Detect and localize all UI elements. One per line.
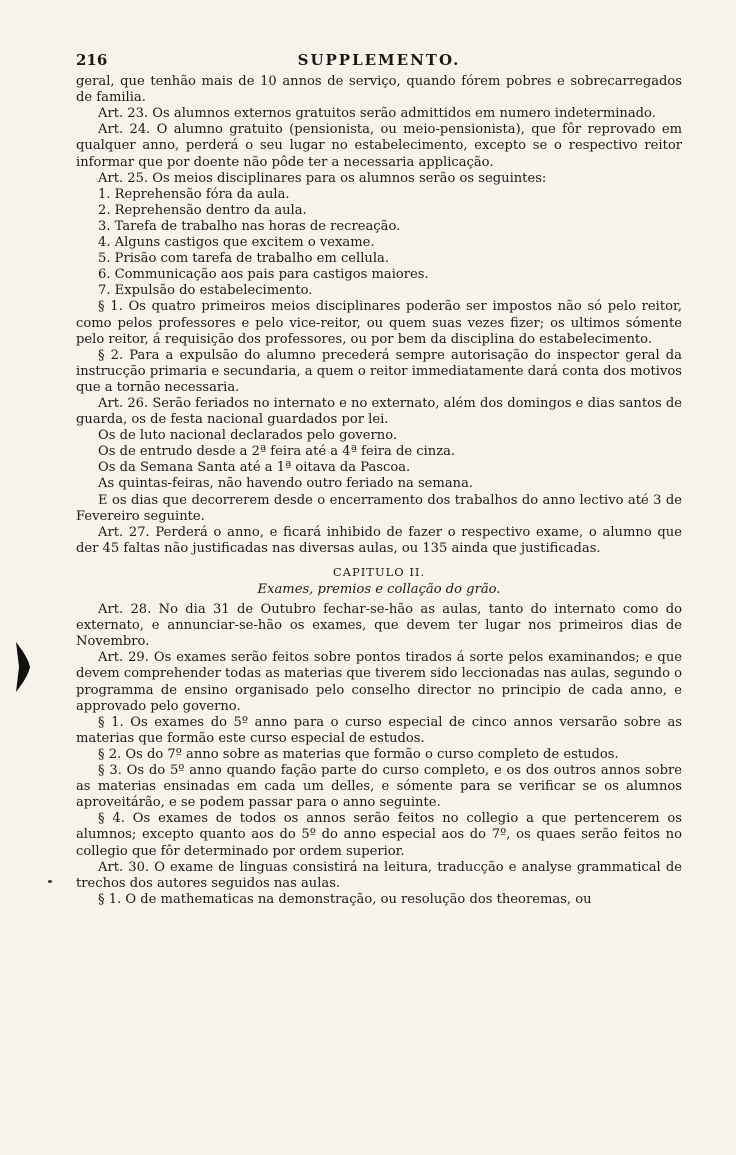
text-body-bottom [76,602,682,908]
list-item: 6. Communicação aos pais para castigos maiores. [98,267,429,283]
paragraph: § 2. Para a expulsão do alumno precederá sempre autorisação do inspector geral da instrucção primaria e secundaria, a quem o reitor immediatamente dará conta dos motivos que a tornão necessaria. [76,347,682,395]
chapter-subtitle: Exames, premios e collação do grão. [257,582,501,597]
list-item: 7. Expulsão do estabelecimento. [98,283,313,299]
margin-ink-mark [14,640,32,694]
paragraph: § 1. Os quatro primeiros meios disciplinares poderão ser impostos não só pelo reitor, como pelos professores e pelo vice-reitor, ou quem suas vezes fizer; os ultimos sómente pelo reitor, á requisição dos professores, ou por bem da disciplina do estabelecimento. [76,299,682,347]
paragraph: § 2. Os do 7º anno sobre as materias que formão o curso completo de estudos. [98,746,619,762]
paragraph: geral, que tenhão mais de 10 annos de serviço, quando fórem pobres e sobrecarregados de familia. [76,74,682,106]
paragraph: Os de luto nacional declarados pelo governo. [98,428,398,444]
paragraph: Art. 30. O exame de linguas consistirá na leitura, traducção e analyse grammatical de trechos dos autores seguidos nas aulas. [76,859,682,891]
paragraph: Art. 26. Serão feriados no internato e no externato, além dos domingos e dias santos de guarda, os de festa nacional guardados por lei. [76,395,682,428]
margin-speck [48,880,52,883]
paragraph: Os da Semana Santa até a 1ª oitava da Pascoa. [98,460,411,476]
page-number: 216 [76,51,108,69]
paragraph: Art. 24. O alumno gratuito (pensionista, ou meio-pensionista), que fôr reprovado em qualquer anno, perderá o seu lugar no estabelecimento, excepto se o respectivo reitor informar que por doente não pôde ter a necessaria applicação. [76,122,682,170]
paragraph: Art. 28. No dia 31 de Outubro fechar-se-hão as aulas, tanto do internato como do externato, e annunciar-se-hão os exames, que devem ter lugar nos primeiros dias de Novembro. [76,602,682,650]
page-header [76,52,682,68]
running-title: SUPPLEMENTO. [297,51,461,69]
paragraph: § 1. O de mathematicas na demonstração, ou resolução dos theoremas, ou [98,891,592,907]
paragraph: As quintas-feiras, não havendo outro feriado na semana. [98,476,474,492]
paragraph: Art. 27. Perderá o anno, e ficará inhibido de fazer o respectivo exame, o alumno que der 45 faltas não justificadas nas diversas aulas, ou 135 ainda que justificadas. [76,524,682,556]
list-item: 5. Prisão com tarefa de trabalho em cellula. [98,251,390,267]
list-item: 4. Alguns castigos que excitem o vexame. [98,235,375,251]
paragraph: Art. 25. Os meios disciplinares para os alumnos serão os seguintes: [98,170,547,186]
paragraph: Os de entrudo desde a 2ª feira até a 4ª feira de cinza. [98,444,456,460]
list-item: 2. Reprehensão dentro da aula. [98,202,307,218]
paragraph: Art. 29. Os exames serão feitos sobre pontos tirados á sorte pelos examinandos; e que devem comprehender todas as materias que tiverem sido leccionadas nas aulas, segundo o programma de ensino organisado pelo conselho director no principio de cada anno, e approvado pelo governo. [76,650,682,714]
paragraph: § 1. Os exames do 5º anno para o curso especial de cinco annos versarão sobre as materias que formão este curso especial de estudos. [76,714,682,746]
paragraph: E os dias que decorrerem desde o encerramento dos trabalhos do anno lectivo até 3 de Fevereiro seguinte. [76,492,682,524]
book-page [76,52,682,908]
paragraph: § 4. Os exames de todos os annos serão feitos no collegio a que pertencerem os alumnos; excepto quanto aos do 5º do anno especial aos do 7º, os quaes serão feitos no collegio que fôr determinado por ordem superior. [76,811,682,859]
list-item: 3. Tarefa de trabalho nas horas de recreação. [98,218,401,234]
paragraph: § 3. Os do 5º anno quando fação parte do curso completo, e os dos outros annos sobre as materias ensinadas em cada um delles, e sómente para se verificar se os alumnos aproveitárão, e se podem passar para o anno seguinte. [76,763,682,811]
text-body-top [76,74,682,557]
paragraph: Art. 23. Os alumnos externos gratuitos serão admittidos em numero indeterminado. [98,106,656,122]
chapter-title: CAPITULO II. [332,564,426,579]
list-item: 1. Reprehensão fóra da aula. [98,186,290,202]
